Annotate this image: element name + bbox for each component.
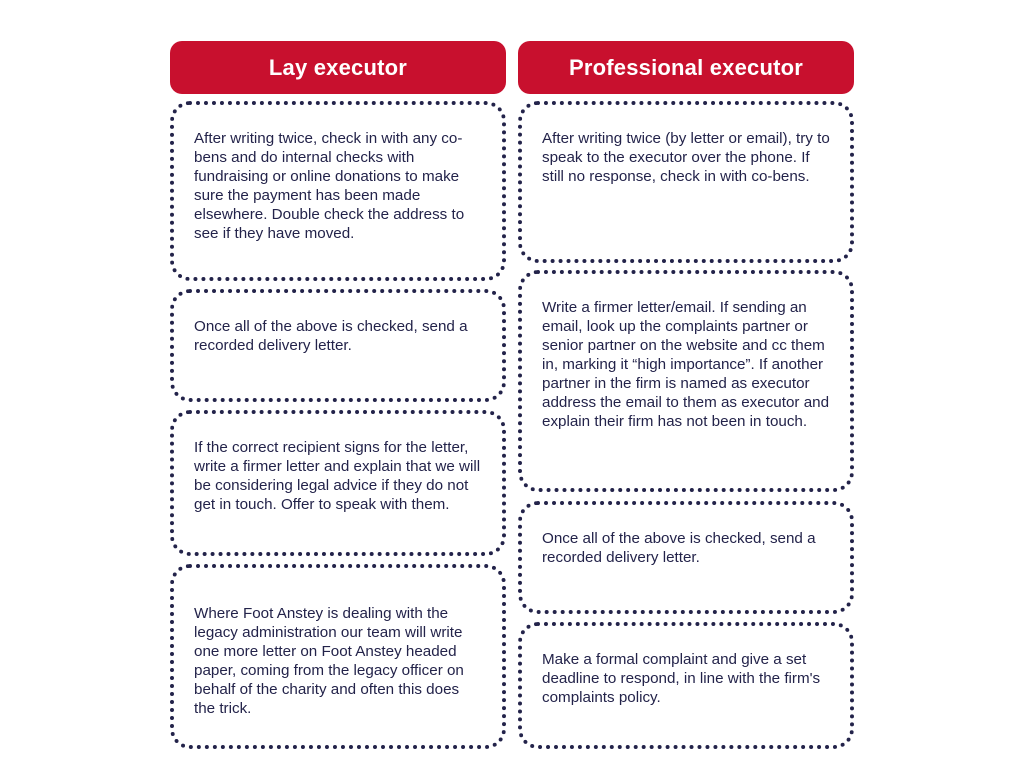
professional-step-4-card bbox=[518, 622, 854, 749]
lay-step-1-text: After writing twice, check in with any co-bens and do internal checks with fundraising or online donations to make sure the payment has been made elsewhere. Double check the address to see if they have moved. bbox=[194, 130, 465, 242]
lay-step-2-card bbox=[170, 289, 506, 402]
professional-step-3-card bbox=[518, 501, 854, 614]
professional-executor-header: Professional executor bbox=[518, 41, 854, 94]
professional-step-4-text: Make a formal complaint and give a set deadline to respond, in line with the firm's complaints policy. bbox=[542, 651, 821, 706]
professional-step-2-card bbox=[518, 270, 854, 492]
lay-step-4-card bbox=[170, 564, 506, 749]
lay-step-3-card bbox=[170, 410, 506, 556]
lay-step-4-text: Where Foot Anstey is dealing with the legacy administration our team will write one more letter on Foot Anstey headed paper, coming from the legacy officer on behalf of the charity and often this does the trick. bbox=[194, 605, 464, 717]
professional-step-3-text: Once all of the above is checked, send a recorded delivery letter. bbox=[542, 530, 816, 566]
professional-step-1-text: After writing twice (by letter or email), try to speak to the executor over the phone. If still no response, check in with co-bens. bbox=[542, 130, 830, 185]
lay-step-3-text: If the correct recipient signs for the letter, write a firmer letter and explain that we will be considering legal advice if they do not get in touch. Offer to speak with them. bbox=[194, 439, 481, 513]
professional-step-2-text: Write a firmer letter/email. If sending an email, look up the complaints partner or senior partner on the website and cc them in, marking it “high importance”. If another partner in the firm is named as executor address the email to them as executor and explain their firm has not been in touch. bbox=[542, 299, 830, 430]
professional-step-1-card bbox=[518, 101, 854, 263]
lay-executor-header: Lay executor bbox=[170, 41, 506, 94]
lay-step-2-text: Once all of the above is checked, send a recorded delivery letter. bbox=[194, 318, 468, 354]
lay-step-1-card bbox=[170, 101, 506, 281]
